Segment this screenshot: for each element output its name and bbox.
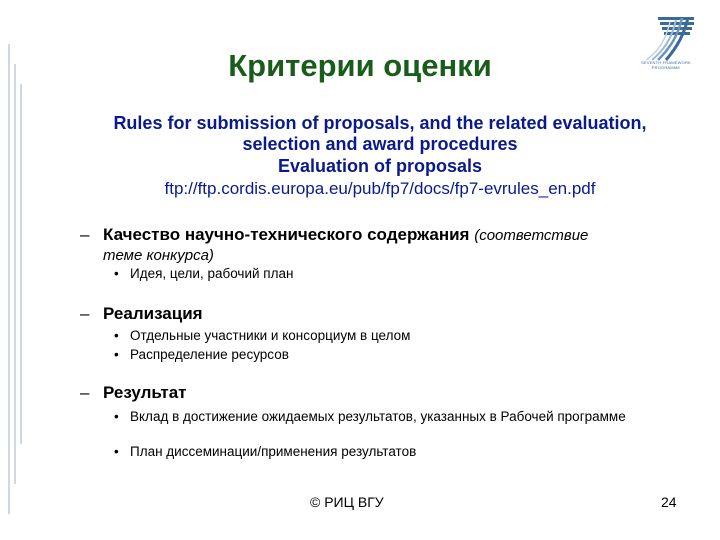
subtitle-line-1: Rules for submission of proposals, and the related evaluation, xyxy=(113,113,647,133)
criterion-name: Результат xyxy=(103,383,187,402)
page-number: 24 xyxy=(661,494,677,510)
subtitle-line-2: selection and award procedures xyxy=(242,134,518,154)
subtitle-line-3: Evaluation of proposals xyxy=(277,156,483,176)
criterion-implementation xyxy=(80,304,700,324)
bullet-text: План диссеминации/применения результатов xyxy=(130,444,417,459)
bullet-icon: • xyxy=(114,347,119,362)
criterion-impact xyxy=(80,383,700,403)
footer-copyright: © РИЦ ВГУ xyxy=(310,494,384,510)
bullet-text: Идея, цели, рабочий план xyxy=(130,266,294,281)
criterion-name: Качество научно-технического содержания xyxy=(103,225,470,244)
criterion-note: (соответствие xyxy=(474,227,589,244)
bullet-icon: • xyxy=(114,266,119,281)
bullet-icon: • xyxy=(114,409,119,424)
bullet-icon: • xyxy=(114,328,119,343)
decor-line-1 xyxy=(8,44,10,514)
bullet-text: Отдельные участники и консорциум в целом xyxy=(130,328,411,343)
criterion-dash: – xyxy=(80,304,90,323)
criterion-dash: – xyxy=(80,225,90,244)
bullet-icon: • xyxy=(114,444,119,459)
bullet-text: Распределение ресурсов xyxy=(130,347,289,362)
criterion-quality xyxy=(80,225,700,265)
bullet-text: Вклад в достижение ожидаемых результатов, указанных в Рабочей программе xyxy=(130,409,626,424)
logo-caption: SEVENTH FRAMEWORK PROGRAMME xyxy=(641,60,691,70)
criterion-note-cont: теме конкурса) xyxy=(103,247,214,264)
rules-link[interactable]: ftp://ftp.cordis.europa.eu/pub/fp7/docs/fp7-evrules_en.pdf xyxy=(164,179,596,198)
criterion-name: Реализация xyxy=(103,304,203,323)
decor-line-2 xyxy=(14,64,16,484)
decor-line-3 xyxy=(20,84,22,444)
criterion-dash: – xyxy=(80,383,90,402)
slide-title: Критерии оценки xyxy=(228,48,492,83)
